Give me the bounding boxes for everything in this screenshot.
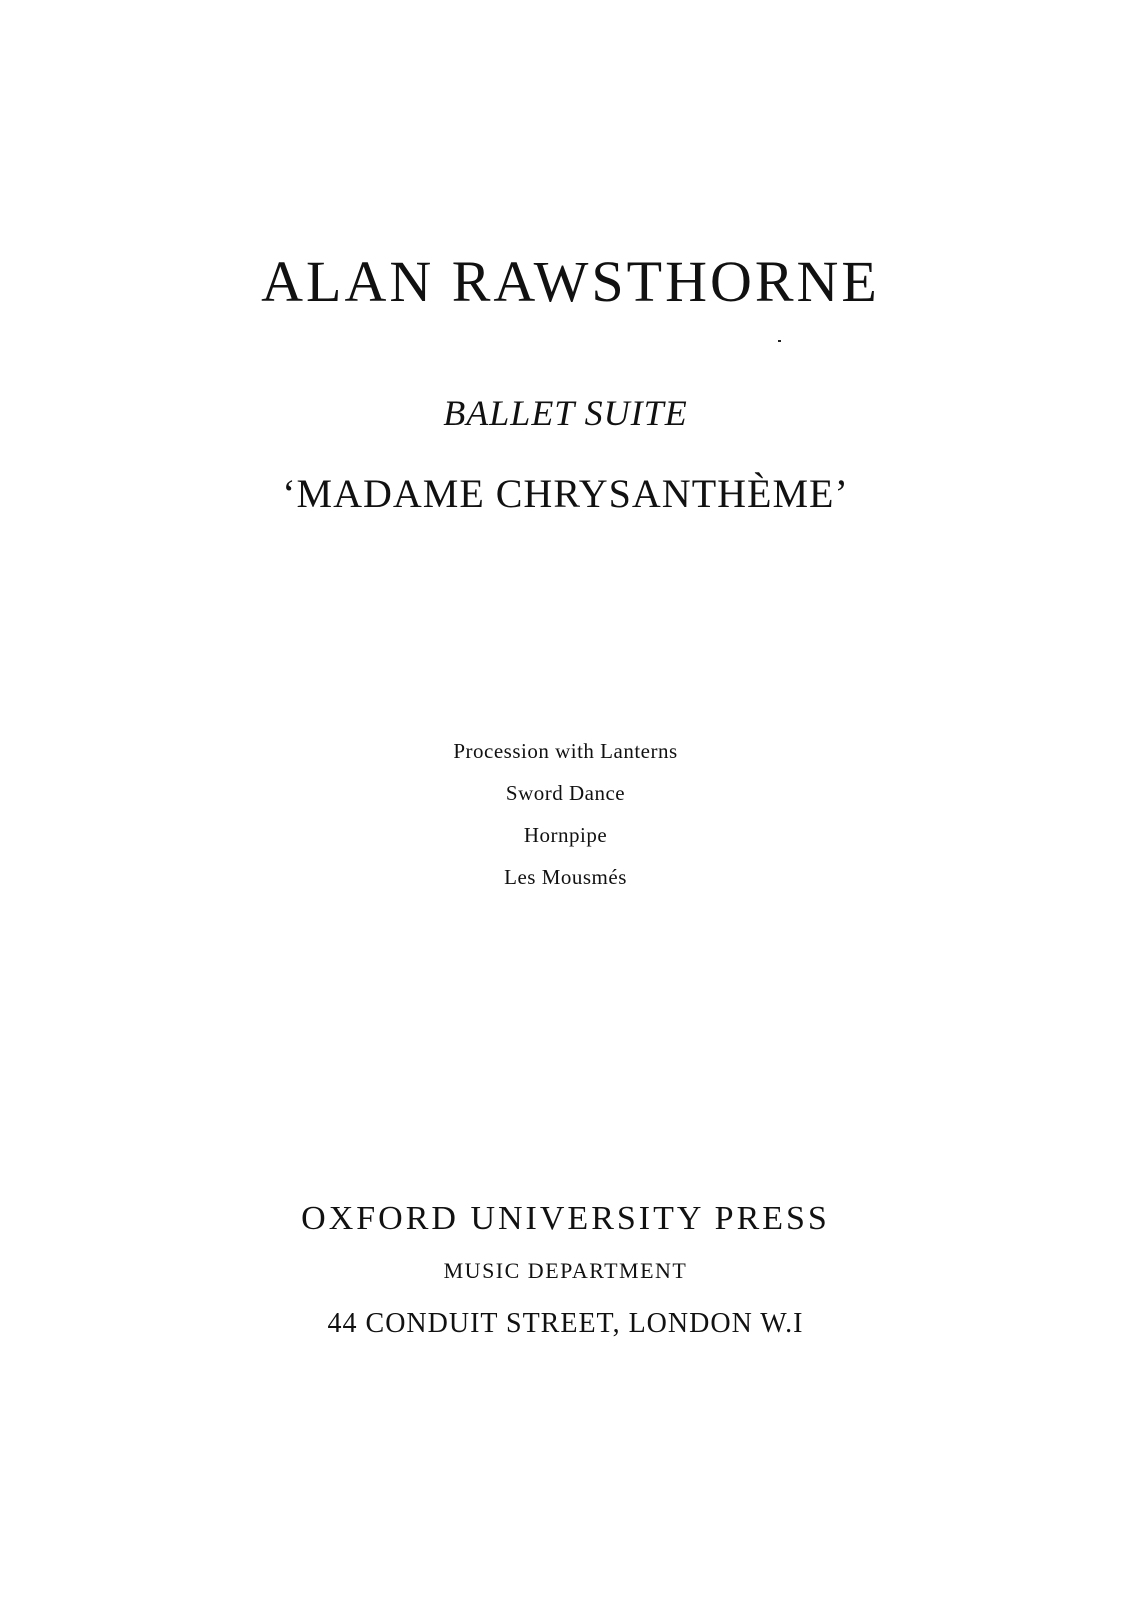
movement-item: Sword Dance [505,781,626,805]
work-title: ‘MADAME CHRYSANTHÈME’ [282,471,849,516]
print-speck [778,340,781,342]
movement-item: Les Mousmés [504,865,627,889]
publisher-department: MUSIC DEPARTMENT [443,1258,688,1283]
publisher-address: 44 CONDUIT STREET, LONDON W.I [327,1308,804,1339]
work-subtitle: BALLET SUITE [443,393,688,433]
publisher-name: OXFORD UNIVERSITY PRESS [301,1200,830,1237]
movement-item: Procession with Lanterns [453,739,678,763]
movement-list [0,730,1131,898]
composer-name: ALAN RAWSTHORNE [261,249,880,314]
movement-item: Hornpipe [523,823,608,847]
